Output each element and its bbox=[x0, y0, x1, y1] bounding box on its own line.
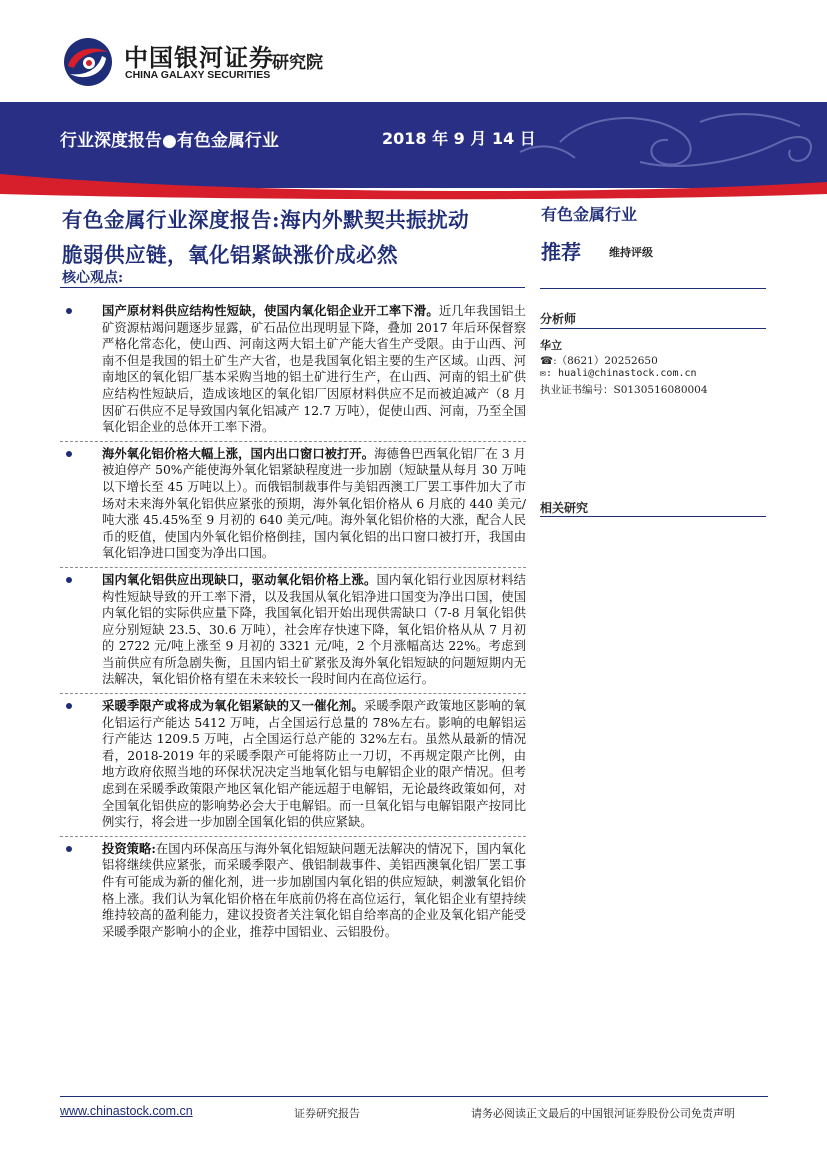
key-point bbox=[60, 694, 526, 837]
key-point-text: 国内氧化铝行业因原材料结构性短缺导致的开工率下滑，以及我国从氧化铝净进口国变为净出口国，使国内氧化铝的实际供应量下降，我国氧化铝开始出现供需缺口（7-8 月氧化铝供应分别短缺 23.5、30.6 万吨），社会库存快速下降，氧化铝价格从从 7 月初的 2722 元/吨上涨至 9 月初的 3321 元/吨，2 个月涨幅高达 22%。考虑到当前供应有所急剧失衡，且国内铝土矿紧张及海外氧化铝短缺的问题短期内无法解决，氧化铝价格有望在未来较长一段时间内在高位运行。 bbox=[102, 572, 526, 687]
brand-name-cn: 中国银河证券 bbox=[124, 44, 274, 72]
bullet-dot-icon bbox=[66, 308, 72, 314]
footer-divider bbox=[60, 1096, 768, 1097]
core-views-heading: 核心观点: bbox=[62, 270, 124, 286]
key-point-lead: 海外氧化铝价格大幅上涨，国内出口窗口被打开。 bbox=[102, 445, 375, 461]
key-point bbox=[60, 568, 526, 694]
key-point-text: 在国内环保高压与海外氧化铝短缺问题无法解决的情况下，国内氧化铝将继续供应紧张，而采暖季限产、俄铝制裁事件、美铝西澳氧化铝厂罢工事件有可能成为新的催化剂，进一步加剧国内氧化铝的供应短缺，刺激氧化铝价格上涨。我们认为氧化铝价格在年底前仍将在高位运行，氧化铝企业有望持续维持较高的盈利能力，建议投资者关注氧化铝自给率高的企业及氧化铝产能受采暖季限产影响小的企业，推荐中国铝业、云铝股份。 bbox=[102, 841, 526, 939]
analyst-cert-number: 执业证书编号：S0130516080004 bbox=[540, 384, 708, 396]
key-point-text: 近几年我国铝土矿资源枯竭问题逐步显露，矿石品位出现明显下降，叠加 2017 年后环保督察严格化常态化，使山西、河南这两大铝土矿产能大省生产受限。由于山西、河南不但是我国的铝土矿生产大省，也是我国氧化铝主要的生产区域。山西、河南地区的氧化铝厂基本采购当地的铝土矿进行生产，在山西、河南的铝土矿供应结构性短缺后，造成该地区的氧化铝厂因原材料供应不足而被迫减产（8 月因矿石供应不足导致国内氧化铝减产 12.7 万吨），促使山西、河南，乃至全国氧化铝企业的总体开工率下滑。 bbox=[102, 304, 526, 435]
galaxy-logo-icon bbox=[62, 36, 114, 88]
footer-website-link[interactable]: www.chinastock.com.cn bbox=[60, 1104, 193, 1118]
institute-label: 研究院 bbox=[272, 53, 323, 73]
key-point-lead: 国产原材料供应结构性短缺，使国内氧化铝企业开工率下滑。 bbox=[102, 303, 439, 318]
bullet-dot-icon bbox=[66, 451, 72, 457]
key-point-lead: 国内氧化铝供应出现缺口，驱动氧化铝价格上涨。 bbox=[102, 571, 377, 587]
key-point-text: 采暖季限产政策地区影响的氧化铝运行产能达 5412 万吨，占全国运行总量的 78%左右。影响的电解铝运行产能达 1209.5 万吨，占全国运行总产能的 32%左右。虽然从最新的情况看，2018-2019 年的采暖季限产可能将防止一刀切，不再规定限产比例，由地方政府依照当地的环保状况决定当地氧化铝与电解铝企业的限产情况。但考虑到在采暖季政策限产地区氧化铝产能远超于电解铝，无论最终政策如何，对全国氧化铝供应的影响势必会大于电解铝。而一旦氧化铝与电解铝限产按同比例实行，将会进一步加剧全国氧化铝的供应紧缺。 bbox=[102, 699, 526, 830]
footer-report-type: 证券研究报告 bbox=[294, 1107, 360, 1120]
report-date: 2018 年 9 月 14 日 bbox=[382, 129, 536, 148]
header-banner bbox=[0, 102, 827, 200]
sidebar-rating-note: 维持评级 bbox=[609, 246, 653, 259]
key-point-text: 海德鲁巴西氧化铝厂在 3 月被迫停产 50%产能使海外氧化铝紧缺程度进一步加剧（短缺量从每月 30 万吨以下增长至 45 万吨以上）。而俄铝制裁事件与美铝西澳工厂罢工事件加大了市场对未来海外氧化铝供应紧张的预期，海外氧化铝价格从 6 月底的 440 美元/吨大涨 45.45%至 9 月初的 640 美元/吨。海外氧化铝价格的大涨，配合人民币的贬值，使国内外氧化铝价格倒挂，国内氧化铝的出口窗口被打开，我国由氧化铝净进口国变为净出口国。 bbox=[102, 446, 526, 561]
key-point bbox=[60, 299, 526, 442]
key-points-list bbox=[60, 299, 526, 945]
report-title-line-2: 脆弱供应链，氧化铝紧缺涨价成必然 bbox=[62, 243, 398, 267]
analyst-heading: 分析师 bbox=[540, 312, 577, 326]
sidebar-rating: 推荐 bbox=[541, 240, 581, 264]
bullet-dot-icon bbox=[66, 703, 72, 709]
key-point bbox=[60, 837, 526, 946]
report-title-line-1: 有色金属行业深度报告:海内外默契共振扰动 bbox=[62, 208, 470, 232]
key-point-lead: 投资策略: bbox=[102, 840, 156, 856]
footer-disclaimer: 请务必阅读正文最后的中国银河证券股份公司免责声明 bbox=[471, 1107, 735, 1120]
key-point bbox=[60, 442, 526, 568]
related-research-heading: 相关研究 bbox=[540, 501, 589, 515]
analyst-name: 华立 bbox=[540, 339, 562, 352]
key-point-lead: 采暖季限产或将成为氧化铝紧缺的又一催化剂。 bbox=[102, 698, 364, 714]
divider bbox=[540, 288, 766, 289]
report-category: 行业深度报告●有色金属行业 bbox=[60, 131, 279, 151]
brand-name-en: CHINA GALAXY SECURITIES bbox=[125, 69, 271, 81]
analyst-email[interactable]: ✉: huali@chinastock.com.cn bbox=[540, 368, 697, 379]
divider bbox=[60, 287, 525, 288]
analyst-phone: ☎:（8621）20252650 bbox=[540, 355, 658, 367]
divider bbox=[540, 328, 766, 329]
divider bbox=[540, 516, 766, 517]
sidebar-sector: 有色金属行业 bbox=[541, 205, 638, 224]
bullet-dot-icon bbox=[66, 846, 72, 852]
bullet-dot-icon bbox=[66, 577, 72, 583]
